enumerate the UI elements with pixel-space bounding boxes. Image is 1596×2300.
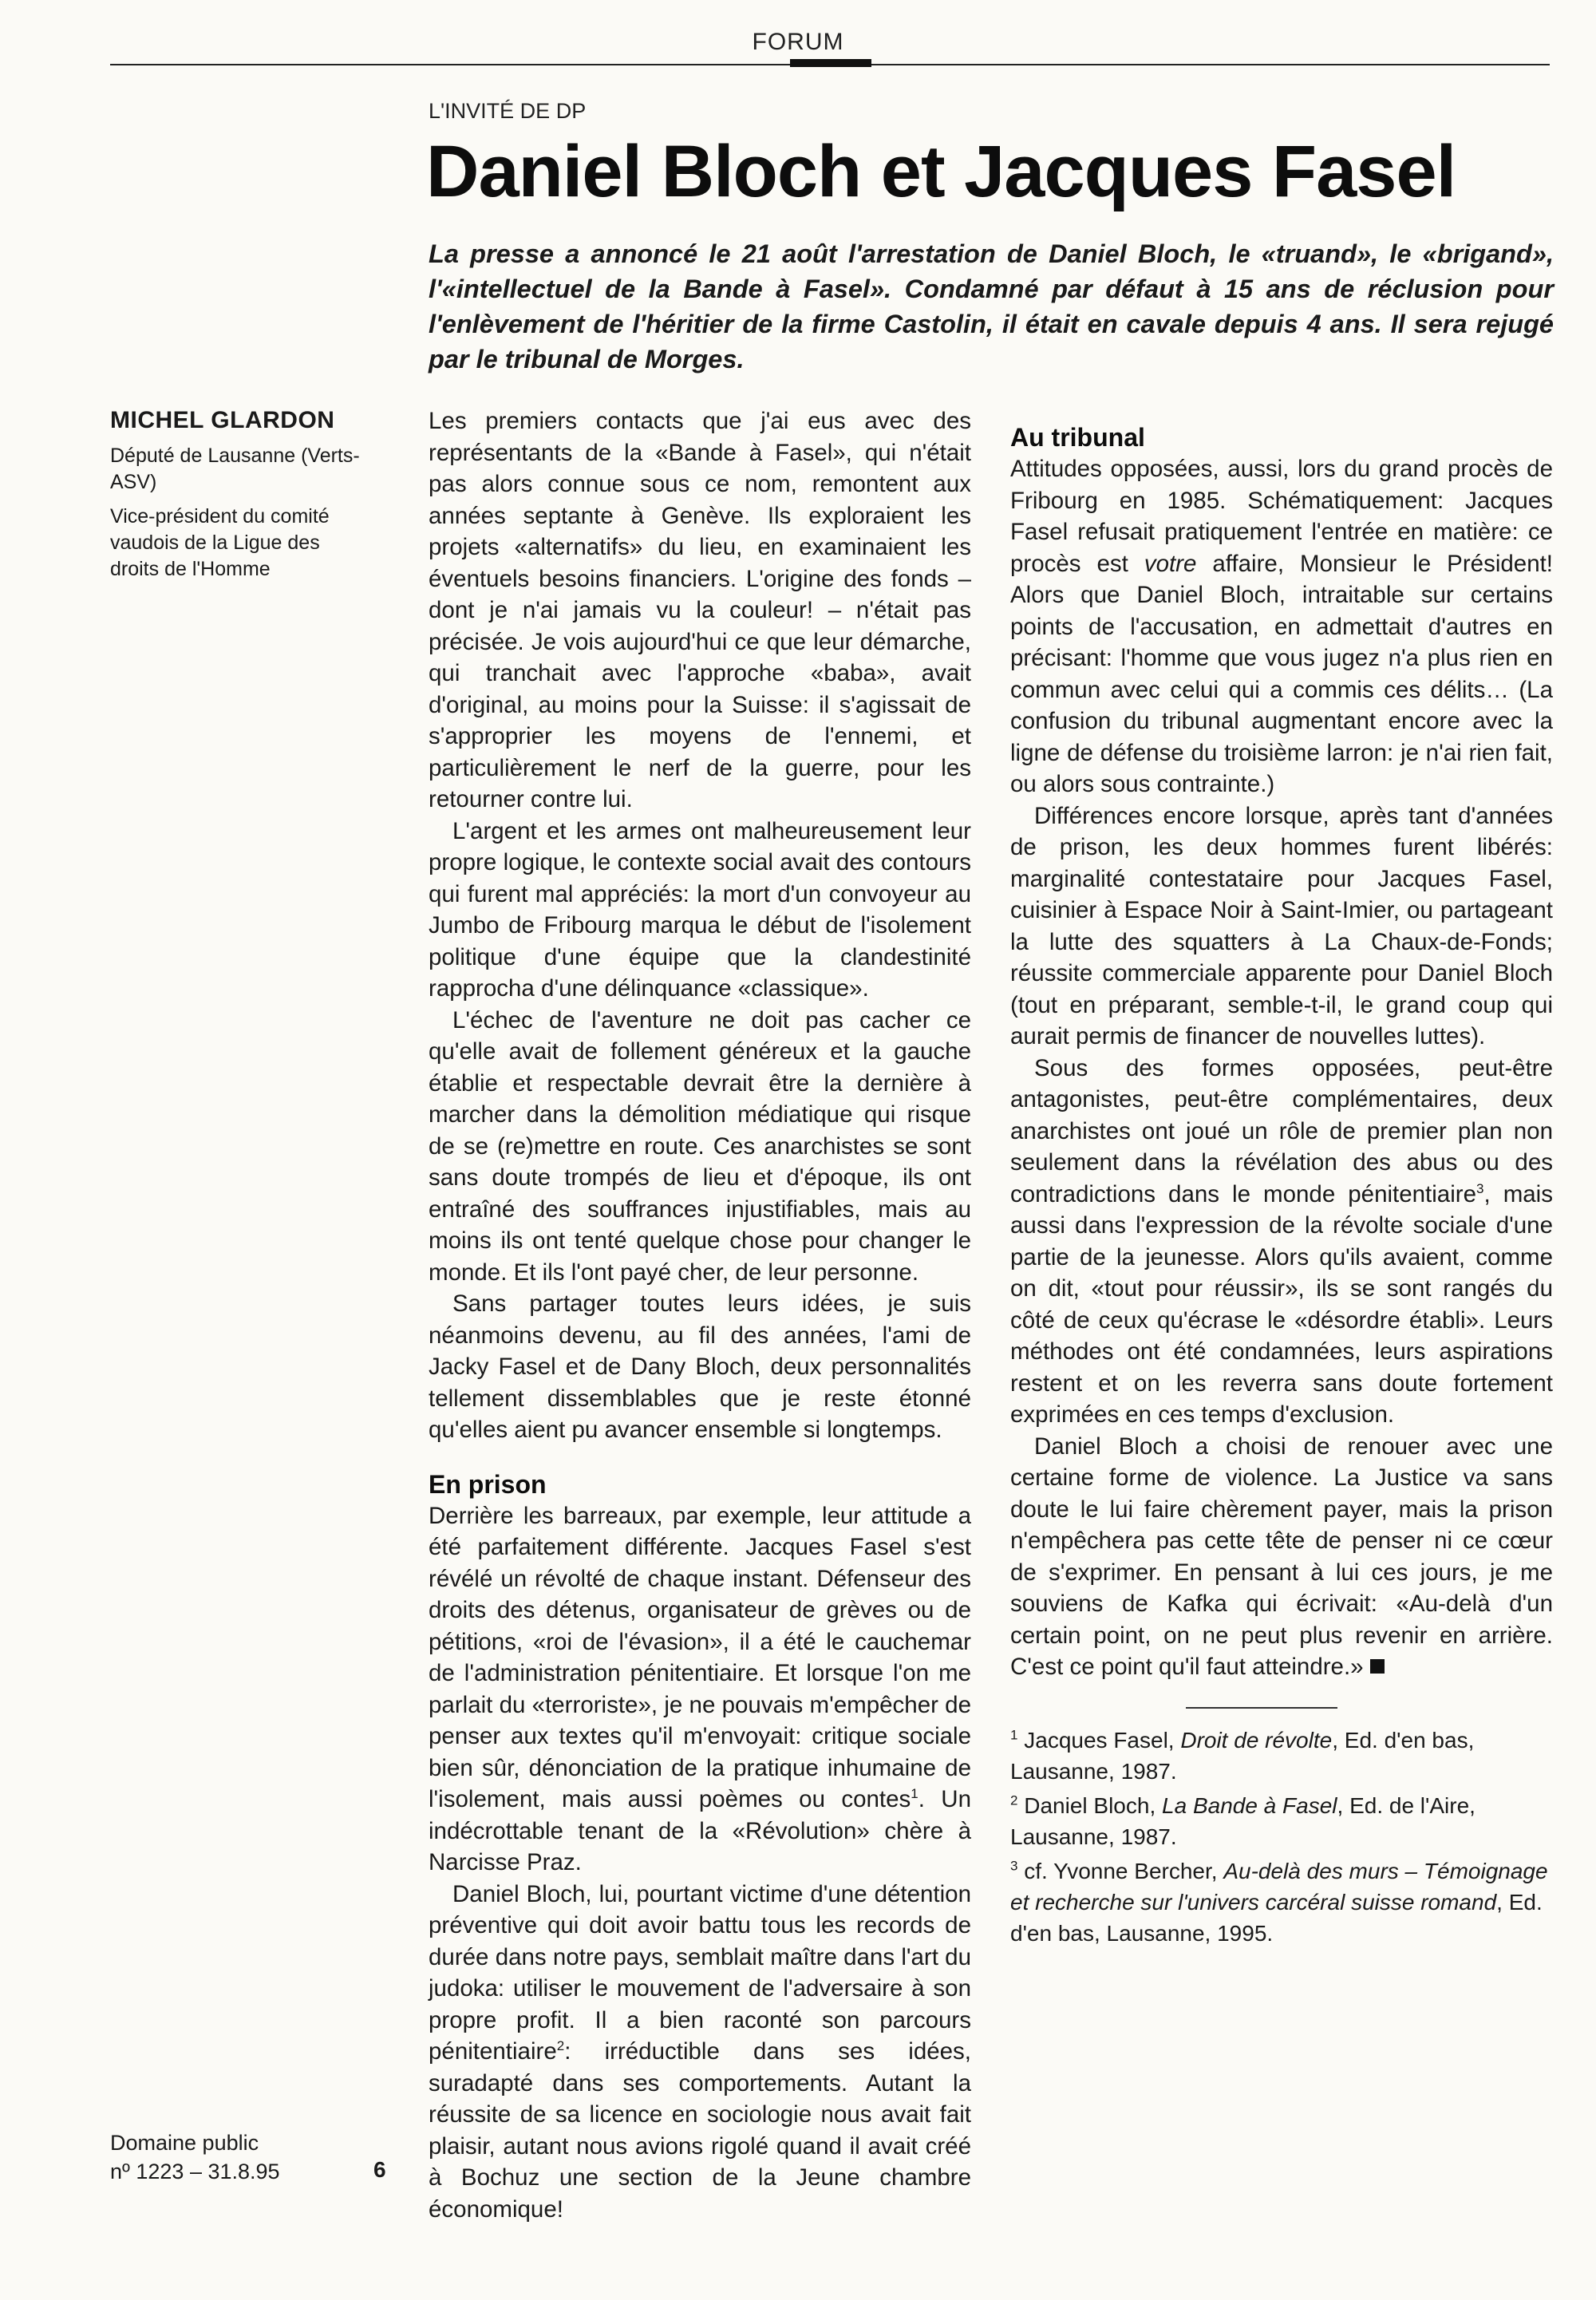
paragraph: Les premiers contacts que j'ai eus avec des représentants de la «Bande à Fasel», qui n'était pas alors connue sous ce nom, remontent aux années septante à Genève. Ils exploraient les projets «alternatifs» du lieu, en examinaient les éventuels besoins financiers. L'origine des fonds – dont je n'ai jamais vu la couleur! – n'était pas précisée. Je vois aujourd'hui ce que leur démarche, qui tranchait avec l'approche «baba», avait d'original, au moins pour la Suisse: il s'agissait de s'approprier les moyens de l'ennemi, et particulièrement le nerf de la guerre, pour les retourner contre lui.	[429, 408, 971, 812]
paragraph: L'échec de l'aventure ne doit pas cacher ce qu'elle avait de follement généreux et la gauche établie et respectable devrait être la dernière à marcher dans la démolition médiatique qui risque de se (re)mettre en route. Ces anarchistes se sont sans doute trompés de lieu et d'époque, ils ont entraîné des souffrances injustifiables, mais au moins ils ont tenté quelque chose pour changer le monde. Et ils l'ont payé cher, de leur personne.	[429, 1006, 971, 1286]
author-box	[110, 407, 373, 591]
paragraph: Sans partager toutes leurs idées, je suis néanmoins devenu, au fil des années, l'ami de Jacky Fasel et de Dany Bloch, deux personnalités tellement dissemblables que je reste étonné qu'elles aient pu avancer ensemble si longtemps.	[429, 1290, 971, 1443]
page-number: 6	[373, 2157, 386, 2182]
footnote-ref: 2	[556, 2038, 565, 2054]
paragraph: Différences encore lorsque, après tant d'années de prison, les deux hommes furent libérés: marginalité contestataire pour Jacques Fasel, cuisinier à Espace Noir à Saint-Imier, ou partageant la lutte des squatters à La Chaux-de-Fonds; réussite commerciale apparente pour Daniel Bloch (tout en préparant, semble-t-il, le grand coup qui aurait permis de financer de nouvelles luttes).	[1010, 802, 1553, 1049]
end-of-article-mark	[1370, 1659, 1385, 1674]
paragraph: Daniel Bloch a choisi de renouer avec une certaine forme de violence. La Justice va sans doute le lui faire chèrement payer, mais la prison n'empêchera pas cette tête de penser ni ce cœur de s'exprimer. En pensant à lui ces jours, je me souviens de Kafka qui écrivait: «Au-delà d'un certain point, on ne peut plus revenir en arrière. C'est ce point qu'il faut atteindre.»	[1010, 1433, 1553, 1680]
paragraph: L'argent et les armes ont malheureusement leur propre logique, le contexte social avait des contours qui furent mal appréciés: la mort d'un convoyeur au Jumbo de Fribourg marqua le début de l'isolement politique d'une équipe que la clandestinité rapprocha d'une délinquance «classique».	[429, 817, 971, 1002]
issue-info: nº 1223 – 31.8.95	[110, 2160, 280, 2183]
paragraph: Attitudes opposées, aussi, lors du grand procès de Fribourg en 1985. Schématiquement: Jacques Fasel refusait pratiquement l'entrée en matière: ce procès est votre affaire, Monsieur le Président! Alors que Daniel Bloch, intraitable sur certains points de l'accusation, en admettait d'autres en précisant: l'homme que vous jugez n'a plus rien en commun avec celui qui a commis ces délits… (La confusion du tribunal augmentant encore avec la ligne de défense du troisième larron: je n'ai rien fait, ou alors sous contrainte.)	[1010, 456, 1553, 797]
subheading-prison: En prison	[429, 1469, 547, 1499]
section-label: FORUM	[752, 29, 844, 55]
footnote: $^1$ Jacques Fasel, Droit de révolte, Ed. d'en bas, Lausanne, 1987.	[1010, 1727, 1475, 1784]
subheading-tribunal: Au tribunal	[1010, 423, 1145, 452]
publication-name: Domaine public	[110, 2131, 259, 2155]
article-lead: La presse a annoncé le 21 août l'arrestation de Daniel Bloch, le «truand», le «brigand», l'«intellectuel de la Bande à Fasel». Condamné par défaut à 15 ans de réclusion pour l'enlèvement de l'héritier de la firme Castolin, il était en cavale depuis 4 ans. Il sera rejugé par le tribunal de Morges.	[429, 239, 1554, 373]
article-column-1	[429, 405, 971, 2223]
article-title: Daniel Bloch et Jacques Fasel	[426, 131, 1456, 212]
paragraph: Daniel Bloch, lui, pourtant victime d'une détention préventive qui doit avoir battu tous les records de durée dans notre pays, semblait maître dans l'art du judoka: utiliser le mouvement de l'adversaire à son propre profit. Il a bien raconté son parcours pénitentiaire$^2$: irréductible dans ses idées, suradapté dans ses comportements. Autant la réussite de sa licence en sociologie nous avait fait plaisir, autant nous avions rigolé quand il avait créé à Bochuz une section de la Jeune chambre économique!	[429, 1880, 971, 2223]
header-tab-marker	[790, 59, 871, 67]
article-column-2	[1010, 405, 1553, 2201]
footnote-rule	[1186, 1707, 1337, 1709]
publication-footer	[110, 2128, 280, 2186]
author-role: Député de Lausanne (Verts-ASV)	[110, 445, 360, 493]
footnote: $^2$ Daniel Bloch, La Bande à Fasel, Ed. de l'Aire, Lausanne, 1987.	[1010, 1792, 1476, 1849]
footnote: $^3$ cf. Yvonne Bercher, Au-delà des murs – Témoignage et recherche sur l'univers carcéral suisse romand, Ed. d'en bas, Lausanne, 1995.	[1010, 1858, 1548, 1946]
author-affiliation: Vice-président du comité vaudois de la Ligue des droits de l'Homme	[110, 505, 330, 580]
footnote-ref: 3	[1476, 1180, 1484, 1196]
author-name: MICHEL GLARDON	[110, 407, 335, 433]
paragraph: Sous des formes opposées, peut-être antagonistes, peut-être complémentaires, deux anarchistes ont joué un rôle de premier plan non seulement dans la révélation des abus ou des contradictions dans le monde pénitentiaire$^3$, mais aussi dans l'expression de la révolte sociale d'une partie de la jeunesse. Alors qu'ils avaient, comme on dit, «tout pour réussir», ils se sont rangés du côté de ceux qu'écrase le «désordre établi». Leurs méthodes ont été condamnées, leurs aspirations restent et on les reverra sans doute fortement exprimées en ces temps d'exclusion.	[1010, 1054, 1553, 1428]
paragraph: Derrière les barreaux, par exemple, leur attitude a été parfaitement différente. Jacques Fasel s'est révélé un révolté de chaque instant. Défenseur des droits des détenus, organisateur de grèves ou de pétitions, «roi de l'évasion», il a été le cauchemar de l'administration pénitentiaire. Et lorsque l'on me parlait du «terroriste», je ne pouvais m'empêcher de penser aux textes qu'il m'envoyait: critique sociale bien sûr, dénonciation de la pratique inhumaine de l'isolement, mais aussi poèmes ou contes$^1$. Un indécrottable tenant de la «Révolution» chère à Narcisse Praz.	[429, 1502, 971, 1875]
article-kicker: L'INVITÉ DE DP	[429, 99, 587, 123]
footnote-ref: 1	[911, 1786, 918, 1802]
